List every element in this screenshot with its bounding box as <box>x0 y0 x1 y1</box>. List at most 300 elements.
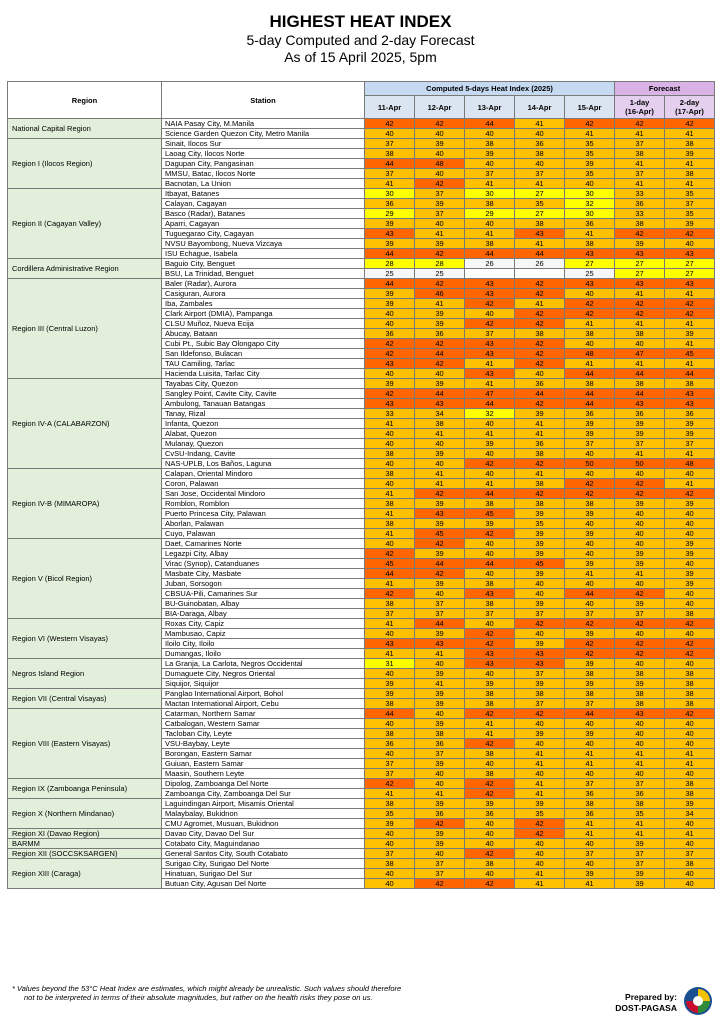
table-row <box>8 839 715 849</box>
heat-index-value: 36 <box>415 809 465 819</box>
heat-index-value: 38 <box>565 499 615 509</box>
heat-index-value: 37 <box>365 769 415 779</box>
heat-index-value: 44 <box>415 389 465 399</box>
heat-index-value: 39 <box>365 239 415 249</box>
forecast-value: 38 <box>665 789 715 799</box>
forecast-value: 42 <box>665 709 715 719</box>
region-name: Region XII (SOCCSKSARGEN) <box>8 849 162 859</box>
heat-index-value: 42 <box>465 779 515 789</box>
forecast-value: 41 <box>615 569 665 579</box>
heat-index-value: 43 <box>465 589 515 599</box>
station-name: BU-Guinobatan, Albay <box>162 599 365 609</box>
heat-index-value: 43 <box>465 349 515 359</box>
forecast-day-header: 1-day (16-Apr) <box>615 96 665 119</box>
heat-index-value: 42 <box>415 569 465 579</box>
region-name: National Capital Region <box>8 119 162 139</box>
table-row <box>8 539 715 549</box>
pagasa-logo-icon <box>683 986 713 1016</box>
heat-index-value: 30 <box>565 209 615 219</box>
heat-index-value: 40 <box>415 149 465 159</box>
heat-index-value: 40 <box>415 849 465 859</box>
heat-index-value: 35 <box>515 199 565 209</box>
heat-index-value: 30 <box>465 189 515 199</box>
station-name: Sangley Point, Cavite City, Cavite <box>162 389 365 399</box>
forecast-value: 39 <box>665 149 715 159</box>
heat-index-value: 40 <box>465 569 515 579</box>
heat-index-value: 40 <box>415 219 465 229</box>
heat-index-value: 41 <box>515 299 565 309</box>
heat-index-value: 39 <box>565 659 615 669</box>
heat-index-value: 44 <box>465 489 515 499</box>
forecast-value: 35 <box>615 809 665 819</box>
forecast-value: 41 <box>615 819 665 829</box>
heat-index-value: 40 <box>415 369 465 379</box>
heat-index-value: 48 <box>415 159 465 169</box>
heat-index-value: 44 <box>465 399 515 409</box>
heat-index-value: 41 <box>465 429 515 439</box>
heat-index-value: 39 <box>415 139 465 149</box>
heat-index-value: 39 <box>565 679 615 689</box>
station-name: Laguindingan Airport, Misamis Oriental <box>162 799 365 809</box>
heat-index-value: 41 <box>515 419 565 429</box>
station-name: Panglao International Airport, Bohol <box>162 689 365 699</box>
heat-index-value: 40 <box>365 459 415 469</box>
heat-index-value: 40 <box>465 309 515 319</box>
forecast-value: 37 <box>615 169 665 179</box>
heat-index-value: 39 <box>465 679 515 689</box>
heat-index-value: 42 <box>365 589 415 599</box>
heat-index-value: 40 <box>565 739 615 749</box>
heat-index-value: 44 <box>515 249 565 259</box>
forecast-value: 42 <box>665 619 715 629</box>
heat-index-value: 37 <box>365 849 415 859</box>
heat-index-value: 40 <box>365 629 415 639</box>
heat-index-value: 38 <box>565 689 615 699</box>
heat-index-value: 41 <box>465 229 515 239</box>
heat-index-value: 43 <box>465 279 515 289</box>
heat-index-value: 40 <box>515 159 565 169</box>
forecast-value: 37 <box>615 779 665 789</box>
region-name: Region III (Central Luzon) <box>8 279 162 379</box>
heat-index-table <box>7 81 715 889</box>
station-name: San Jose, Occidental Mindoro <box>162 489 365 499</box>
forecast-value: 39 <box>615 599 665 609</box>
heat-index-value: 35 <box>565 149 615 159</box>
region-name: Cordillera Administrative Region <box>8 259 162 279</box>
station-name: Calayan, Cagayan <box>162 199 365 209</box>
heat-index-value: 40 <box>515 589 565 599</box>
forecast-value: 38 <box>615 689 665 699</box>
heat-index-value: 42 <box>465 789 515 799</box>
forecast-value: 39 <box>615 239 665 249</box>
heat-index-value <box>465 269 515 279</box>
heat-index-value: 41 <box>465 179 515 189</box>
heat-index-value: 41 <box>415 229 465 239</box>
heat-index-value: 43 <box>365 229 415 239</box>
heat-index-value: 42 <box>415 819 465 829</box>
heat-index-value: 39 <box>515 639 565 649</box>
forecast-value: 39 <box>665 419 715 429</box>
station-name: Mulanay, Quezon <box>162 439 365 449</box>
heat-index-value: 40 <box>565 449 615 459</box>
forecast-value: 40 <box>615 519 665 529</box>
heat-index-value: 43 <box>415 399 465 409</box>
heat-index-value: 42 <box>465 319 515 329</box>
forecast-value: 39 <box>615 549 665 559</box>
heat-index-value: 39 <box>465 149 515 159</box>
forecast-value: 40 <box>615 539 665 549</box>
forecast-value: 39 <box>665 579 715 589</box>
forecast-value: 47 <box>615 349 665 359</box>
heat-index-value: 44 <box>415 349 465 359</box>
heat-index-value: 42 <box>515 279 565 289</box>
table-row <box>8 189 715 199</box>
heat-index-value: 40 <box>565 859 615 869</box>
heat-index-value: 39 <box>415 759 465 769</box>
heat-index-value: 42 <box>465 299 515 309</box>
heat-index-value: 40 <box>365 539 415 549</box>
heat-index-value: 44 <box>415 619 465 629</box>
station-name: Tayabas City, Quezon <box>162 379 365 389</box>
station-name: NVSU Bayombong, Nueva Vizcaya <box>162 239 365 249</box>
heat-index-value: 40 <box>465 829 515 839</box>
heat-index-value: 42 <box>415 879 465 889</box>
station-name: Mambusao, Capiz <box>162 629 365 639</box>
heat-index-value: 42 <box>465 849 515 859</box>
heat-index-value: 38 <box>365 519 415 529</box>
heat-index-value: 41 <box>515 239 565 249</box>
heat-index-value: 40 <box>515 839 565 849</box>
region-name: Region IV-A (CALABARZON) <box>8 379 162 469</box>
forecast-value: 40 <box>665 559 715 569</box>
heat-index-value: 39 <box>565 429 615 439</box>
heat-index-value: 37 <box>565 609 615 619</box>
station-name: Hinatuan, Surigao Del Sur <box>162 869 365 879</box>
report-header <box>0 12 721 66</box>
heat-index-value: 41 <box>515 879 565 889</box>
heat-index-value: 28 <box>415 259 465 269</box>
forecast-value: 40 <box>615 509 665 519</box>
heat-index-value: 32 <box>565 199 615 209</box>
region-name: Region IV-B (MIMAROPA) <box>8 469 162 539</box>
heat-index-value: 37 <box>415 609 465 619</box>
heat-index-value: 36 <box>515 379 565 389</box>
heat-index-value: 42 <box>465 529 515 539</box>
station-name: Virac (Synop), Catanduanes <box>162 559 365 569</box>
heat-index-value: 38 <box>515 499 565 509</box>
heat-index-value: 40 <box>415 659 465 669</box>
table-row <box>8 849 715 859</box>
forecast-group-header: Forecast <box>615 82 715 96</box>
forecast-value: 42 <box>615 229 665 239</box>
heat-index-value: 40 <box>365 479 415 489</box>
footnote <box>12 984 472 1002</box>
station-name: Daet, Camarines Norte <box>162 539 365 549</box>
heat-index-value: 45 <box>515 559 565 569</box>
station-name: Cubi Pt., Subic Bay Olongapo City <box>162 339 365 349</box>
station-name: General Santos City, South Cotabato <box>162 849 365 859</box>
forecast-value: 43 <box>665 389 715 399</box>
heat-index-value: 41 <box>565 569 615 579</box>
heat-index-value: 38 <box>465 199 515 209</box>
forecast-value: 41 <box>615 359 665 369</box>
station-name: Malaybalay, Bukidnon <box>162 809 365 819</box>
forecast-value: 38 <box>615 149 665 159</box>
heat-index-value: 39 <box>515 539 565 549</box>
station-name: Tacloban City, Leyte <box>162 729 365 739</box>
heat-index-value: 39 <box>365 299 415 309</box>
heat-index-value: 41 <box>415 789 465 799</box>
forecast-value: 39 <box>615 839 665 849</box>
heat-index-value: 32 <box>465 409 515 419</box>
heat-index-value: 35 <box>515 519 565 529</box>
heat-index-value: 43 <box>465 339 515 349</box>
heat-index-value: 27 <box>565 259 615 269</box>
forecast-value: 42 <box>615 649 665 659</box>
heat-index-value: 39 <box>565 159 615 169</box>
forecast-value: 40 <box>665 819 715 829</box>
station-name: Dipolog, Zamboanga Del Norte <box>162 779 365 789</box>
heat-index-value: 43 <box>465 659 515 669</box>
station-name: Alabat, Quezon <box>162 429 365 439</box>
heat-index-value <box>515 269 565 279</box>
heat-index-value: 44 <box>565 709 615 719</box>
heat-index-value: 37 <box>465 609 515 619</box>
forecast-day-header: 2-day (17-Apr) <box>665 96 715 119</box>
station-name: Dumangas, Iloilo <box>162 649 365 659</box>
heat-index-value: 40 <box>465 219 515 229</box>
station-name: Mactan International Airport, Cebu <box>162 699 365 709</box>
heat-index-value: 35 <box>365 809 415 819</box>
heat-index-value: 39 <box>415 199 465 209</box>
forecast-value: 37 <box>615 439 665 449</box>
forecast-value: 33 <box>615 189 665 199</box>
heat-index-value: 38 <box>415 419 465 429</box>
forecast-value: 27 <box>665 259 715 269</box>
station-name: BSU, La Trinidad, Benguet <box>162 269 365 279</box>
forecast-value: 40 <box>665 769 715 779</box>
forecast-value: 27 <box>615 259 665 269</box>
heat-index-value: 39 <box>415 309 465 319</box>
heat-index-value: 44 <box>465 119 515 129</box>
heat-index-value: 40 <box>565 579 615 589</box>
forecast-value: 41 <box>615 749 665 759</box>
forecast-value: 42 <box>615 119 665 129</box>
heat-index-value: 43 <box>415 509 465 519</box>
forecast-value: 33 <box>615 209 665 219</box>
heat-index-value: 37 <box>515 669 565 679</box>
forecast-value: 38 <box>615 379 665 389</box>
table-row <box>8 259 715 269</box>
heat-index-value: 39 <box>415 799 465 809</box>
heat-index-value: 39 <box>415 719 465 729</box>
heat-index-value: 41 <box>415 299 465 309</box>
heat-index-value: 44 <box>465 249 515 259</box>
station-column-header: Station <box>162 82 365 119</box>
heat-index-value: 31 <box>365 659 415 669</box>
heat-index-value: 38 <box>365 859 415 869</box>
heat-index-value: 42 <box>565 119 615 129</box>
heat-index-value: 42 <box>515 289 565 299</box>
forecast-value: 41 <box>615 179 665 189</box>
heat-index-value: 42 <box>415 539 465 549</box>
heat-index-value: 38 <box>515 689 565 699</box>
forecast-value: 40 <box>665 839 715 849</box>
heat-index-value: 37 <box>415 209 465 219</box>
forecast-value: 40 <box>665 659 715 669</box>
forecast-value: 39 <box>665 549 715 559</box>
forecast-value: 42 <box>665 309 715 319</box>
forecast-value: 41 <box>615 759 665 769</box>
heat-index-value: 39 <box>415 579 465 589</box>
heat-index-value: 40 <box>515 629 565 639</box>
heat-index-value: 42 <box>465 879 515 889</box>
heat-index-value: 39 <box>515 529 565 539</box>
forecast-value: 41 <box>665 129 715 139</box>
forecast-value: 41 <box>665 759 715 769</box>
forecast-value: 39 <box>665 539 715 549</box>
heat-index-value: 36 <box>465 809 515 819</box>
station-name: Tuguegarao City, Cagayan <box>162 229 365 239</box>
heat-index-value: 42 <box>515 459 565 469</box>
forecast-value: 41 <box>665 359 715 369</box>
heat-index-value: 41 <box>365 419 415 429</box>
heat-index-value: 36 <box>565 219 615 229</box>
heat-index-value: 39 <box>365 819 415 829</box>
heat-index-value: 36 <box>515 139 565 149</box>
forecast-value: 41 <box>665 159 715 169</box>
forecast-value: 40 <box>665 599 715 609</box>
heat-index-value: 39 <box>365 219 415 229</box>
station-name: ISU Echague, Isabela <box>162 249 365 259</box>
heat-index-value: 42 <box>565 639 615 649</box>
heat-index-value: 41 <box>565 229 615 239</box>
heat-index-value: 38 <box>465 859 515 869</box>
forecast-value: 41 <box>665 479 715 489</box>
heat-index-value: 41 <box>565 319 615 329</box>
forecast-value: 40 <box>615 579 665 589</box>
heat-index-value: 34 <box>415 409 465 419</box>
heat-index-value: 26 <box>465 259 515 269</box>
heat-index-value: 41 <box>565 759 615 769</box>
forecast-value: 40 <box>665 469 715 479</box>
heat-index-value: 29 <box>465 209 515 219</box>
region-name: BARMM <box>8 839 162 849</box>
heat-index-value: 45 <box>415 529 465 539</box>
station-name: Hacienda Luisita, Tarlac City <box>162 369 365 379</box>
forecast-value: 50 <box>615 459 665 469</box>
station-name: Masbate City, Masbate <box>162 569 365 579</box>
station-name: NAS-UPLB, Los Baños, Laguna <box>162 459 365 469</box>
station-name: CLSU Muñoz, Nueva Ecija <box>162 319 365 329</box>
heat-index-value: 47 <box>465 389 515 399</box>
region-name: Region V (Bicol Region) <box>8 539 162 619</box>
station-name: NAIA Pasay City, M.Manila <box>162 119 365 129</box>
forecast-value: 39 <box>665 429 715 439</box>
heat-index-value: 39 <box>415 839 465 849</box>
table-row <box>8 829 715 839</box>
heat-index-value: 41 <box>565 359 615 369</box>
heat-index-value: 40 <box>365 749 415 759</box>
agency-name: DOST-PAGASA <box>615 1003 677 1013</box>
heat-index-value: 40 <box>465 549 515 559</box>
forecast-value: 40 <box>615 729 665 739</box>
heat-index-value: 41 <box>365 509 415 519</box>
forecast-value: 38 <box>665 379 715 389</box>
forecast-value: 41 <box>615 159 665 169</box>
heat-index-value: 39 <box>515 409 565 419</box>
heat-index-value: 42 <box>465 709 515 719</box>
heat-index-value: 42 <box>515 359 565 369</box>
forecast-value: 41 <box>665 829 715 839</box>
forecast-value: 40 <box>665 589 715 599</box>
forecast-value: 43 <box>615 249 665 259</box>
heat-index-value: 44 <box>565 589 615 599</box>
forecast-value: 40 <box>615 659 665 669</box>
heat-index-value: 43 <box>465 649 515 659</box>
heat-index-value: 39 <box>565 629 615 639</box>
forecast-value: 41 <box>665 289 715 299</box>
forecast-value: 41 <box>615 319 665 329</box>
station-name: Aparri, Cagayan <box>162 219 365 229</box>
heat-index-value: 41 <box>515 869 565 879</box>
heat-index-value: 37 <box>365 759 415 769</box>
heat-index-value: 40 <box>465 819 515 829</box>
heat-index-value: 39 <box>515 679 565 689</box>
station-name: Dagupan City, Pangasinan <box>162 159 365 169</box>
heat-index-value: 43 <box>565 279 615 289</box>
forecast-value: 40 <box>665 879 715 889</box>
heat-index-value: 41 <box>515 119 565 129</box>
heat-index-value: 38 <box>365 599 415 609</box>
heat-index-value: 37 <box>415 189 465 199</box>
heat-index-value: 37 <box>565 779 615 789</box>
station-name: VSU-Baybay, Leyte <box>162 739 365 749</box>
report-date: As of 15 April 2025, 5pm <box>284 49 437 65</box>
day-header: 11-Apr <box>365 96 415 119</box>
heat-index-value: 43 <box>515 659 565 669</box>
heat-index-value: 42 <box>515 309 565 319</box>
heat-index-value: 42 <box>415 249 465 259</box>
heat-index-value: 40 <box>365 439 415 449</box>
forecast-value: 40 <box>665 719 715 729</box>
heat-index-value: 28 <box>365 259 415 269</box>
table-row <box>8 379 715 389</box>
forecast-value: 40 <box>615 469 665 479</box>
heat-index-value: 44 <box>415 559 465 569</box>
heat-index-value: 29 <box>365 209 415 219</box>
forecast-value: 36 <box>665 409 715 419</box>
heat-index-value: 46 <box>415 289 465 299</box>
table-row <box>8 799 715 809</box>
forecast-value: 42 <box>615 639 665 649</box>
station-name: Catarman, Northern Samar <box>162 709 365 719</box>
heat-index-value: 39 <box>415 699 465 709</box>
forecast-value: 43 <box>615 279 665 289</box>
heat-index-value: 41 <box>515 749 565 759</box>
heat-index-value: 43 <box>515 229 565 239</box>
forecast-value: 43 <box>615 709 665 719</box>
heat-index-value: 38 <box>515 219 565 229</box>
forecast-value: 43 <box>615 399 665 409</box>
heat-index-value: 39 <box>415 319 465 329</box>
heat-index-value: 35 <box>565 169 615 179</box>
heat-index-value: 43 <box>465 369 515 379</box>
heat-index-value: 41 <box>415 429 465 439</box>
heat-index-value: 39 <box>565 509 615 519</box>
heat-index-value: 42 <box>465 459 515 469</box>
heat-index-value: 42 <box>365 119 415 129</box>
